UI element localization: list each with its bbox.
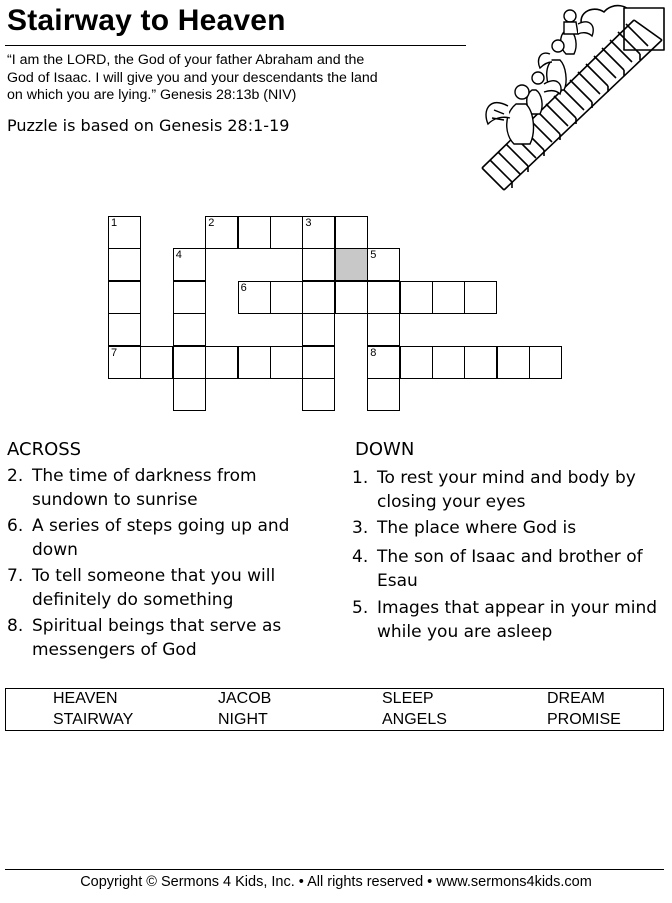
clue-text: The place where God is xyxy=(377,518,577,538)
grid-cell[interactable] xyxy=(270,216,303,249)
grid-cell[interactable] xyxy=(335,281,368,314)
verse-line: “I am the LORD, the God of your father Abraham and the xyxy=(7,52,365,68)
grid-cell[interactable] xyxy=(464,346,497,379)
grid-cell[interactable] xyxy=(108,313,141,346)
grid-cell[interactable] xyxy=(108,248,141,281)
verse-line: on which you are lying.” Genesis 28:13b (NIV) xyxy=(7,87,297,103)
grid-cell[interactable] xyxy=(140,346,173,379)
across-clue-7 xyxy=(7,565,327,612)
clue-number: 7. xyxy=(7,566,24,586)
clue-number: 2. xyxy=(7,466,24,486)
grid-cell[interactable] xyxy=(367,248,400,281)
grid-cell[interactable] xyxy=(173,248,206,281)
word-bank-item: HEAVEN xyxy=(53,690,118,707)
word-bank-item: SLEEP xyxy=(382,690,434,707)
across-clue-8 xyxy=(7,615,327,662)
grid-cell[interactable] xyxy=(302,281,335,314)
grid-cell[interactable] xyxy=(400,346,433,379)
grid-cell[interactable] xyxy=(367,378,400,411)
bible-verse xyxy=(7,52,467,105)
word-bank-item: ANGELS xyxy=(382,711,447,728)
grid-cell[interactable] xyxy=(432,281,465,314)
cell-number: 8 xyxy=(370,346,377,359)
grid-cell[interactable] xyxy=(302,216,335,249)
grid-cell[interactable] xyxy=(302,248,335,281)
grid-cell[interactable] xyxy=(108,281,141,314)
cell-number: 6 xyxy=(240,281,247,294)
clue-text: Spiritual beings that serve as messengers of God xyxy=(32,616,282,660)
down-clue-3 xyxy=(352,517,670,541)
down-heading: DOWN xyxy=(355,439,415,460)
grid-cell[interactable] xyxy=(302,313,335,346)
clue-number: 4. xyxy=(352,547,369,567)
grid-cell[interactable] xyxy=(205,346,238,379)
grid-cell[interactable] xyxy=(367,313,400,346)
across-clue-6 xyxy=(7,515,327,562)
word-bank xyxy=(5,688,664,731)
clue-number: 8. xyxy=(7,616,24,636)
title-divider xyxy=(5,45,466,46)
cell-number: 2 xyxy=(208,217,215,229)
word-bank-item: STAIRWAY xyxy=(53,711,134,728)
grid-cell[interactable] xyxy=(529,346,562,379)
clue-text: The time of darkness from sundown to sunrise xyxy=(32,466,257,510)
clue-text: The son of Isaac and brother of Esau xyxy=(377,547,643,591)
cell-number: 4 xyxy=(175,249,182,262)
clue-text: To tell someone that you will definitely do something xyxy=(32,566,276,610)
clue-number: 1. xyxy=(352,468,369,488)
down-clue-5 xyxy=(352,597,670,644)
clue-number: 6. xyxy=(7,516,24,536)
clue-number: 5. xyxy=(352,598,369,618)
page-title: Stairway to Heaven xyxy=(7,4,286,37)
grid-cell[interactable] xyxy=(302,346,335,379)
grid-cell[interactable] xyxy=(464,281,497,314)
grid-cell[interactable] xyxy=(205,216,238,249)
grid-cell[interactable] xyxy=(173,378,206,411)
verse-line: God of Isaac. I will give you and your descendants the land xyxy=(7,69,378,86)
word-bank-item: NIGHT xyxy=(218,711,268,728)
clue-number: 3. xyxy=(352,518,369,538)
grid-cell[interactable] xyxy=(173,313,206,346)
grid-cell[interactable] xyxy=(497,346,530,379)
grid-cell[interactable] xyxy=(108,216,141,249)
grid-cell[interactable] xyxy=(302,378,335,411)
grid-cell[interactable] xyxy=(367,346,400,379)
grid-cell[interactable] xyxy=(400,281,433,314)
cell-number: 3 xyxy=(305,217,312,229)
copyright-footer: Copyright © Sermons 4 Kids, Inc. • All rights reserved • www.sermons4kids.com xyxy=(80,874,592,890)
clue-text: To rest your mind and body by closing your eyes xyxy=(377,468,636,512)
down-clue-4 xyxy=(352,546,670,593)
shaded-grid-cell[interactable] xyxy=(335,248,368,281)
across-clue-2 xyxy=(7,465,327,512)
cell-number: 1 xyxy=(111,217,118,229)
footer-divider xyxy=(5,869,664,870)
grid-cell[interactable] xyxy=(238,281,271,314)
grid-cell[interactable] xyxy=(335,216,368,249)
word-bank-item: JACOB xyxy=(218,690,272,707)
puzzle-source-note: Puzzle is based on Genesis 28:1-19 xyxy=(7,116,290,135)
grid-cell[interactable] xyxy=(270,281,303,314)
grid-cell[interactable] xyxy=(238,346,271,379)
down-clue-1 xyxy=(352,467,670,514)
across-heading: ACROSS xyxy=(7,439,82,460)
clue-text: A series of steps going up and down xyxy=(32,516,290,560)
grid-cell[interactable] xyxy=(173,281,206,314)
grid-cell[interactable] xyxy=(432,346,465,379)
grid-cell[interactable] xyxy=(238,216,271,249)
clue-text: Images that appear in your mind while you are asleep xyxy=(377,598,658,642)
angels-on-stairway-illustration xyxy=(474,0,670,193)
word-bank-item: DREAM xyxy=(547,690,605,707)
word-bank-item: PROMISE xyxy=(547,711,621,728)
cell-number: 7 xyxy=(111,346,118,359)
cell-number: 5 xyxy=(370,249,377,262)
grid-cell[interactable] xyxy=(108,346,141,379)
grid-cell[interactable] xyxy=(173,346,206,379)
grid-cell[interactable] xyxy=(270,346,303,379)
grid-cell[interactable] xyxy=(367,281,400,314)
